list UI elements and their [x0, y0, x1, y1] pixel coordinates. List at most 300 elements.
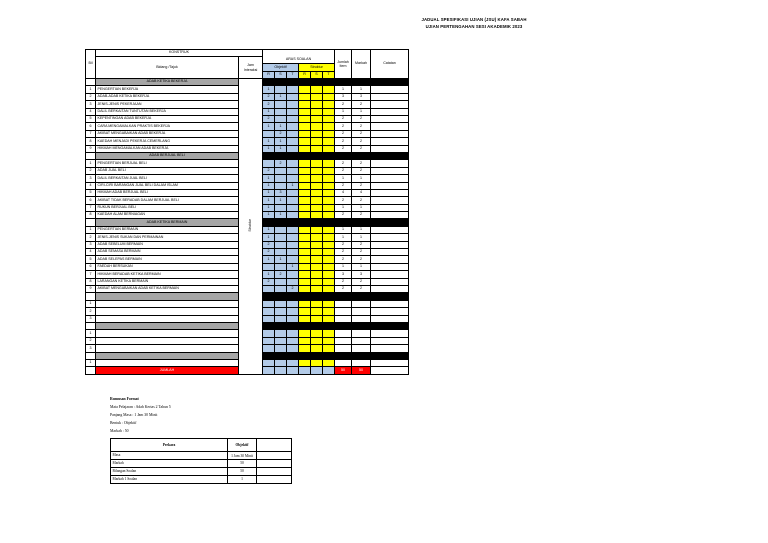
- objektif-s-cell: [275, 286, 287, 293]
- struktur-t-cell: [323, 197, 335, 204]
- row-catatan: [371, 175, 409, 182]
- section-band-cell: [311, 79, 323, 86]
- section-band-cell: [323, 219, 335, 226]
- objektif-header: Objektif: [263, 64, 299, 71]
- section-bil-cell: [86, 79, 96, 86]
- struktur-s-cell: [311, 197, 323, 204]
- struktur-s-cell: [311, 167, 323, 174]
- struktur-r-cell: [299, 315, 311, 322]
- objektif-s-cell: [275, 108, 287, 115]
- struktur-s-cell: [311, 241, 323, 248]
- section-band-cell: [263, 293, 275, 300]
- row-markah: 1: [352, 263, 371, 270]
- struktur-s-cell: [311, 330, 323, 337]
- section-band-cell: [311, 352, 323, 359]
- struktur-s-cell: [311, 182, 323, 189]
- struktur-s-cell: [311, 116, 323, 123]
- row-bil: 3: [86, 175, 96, 182]
- row-tajuk: AKIBAT TIDAK BERADAB DALAM BERJUAL BELI: [96, 197, 239, 204]
- struktur-t-cell: [323, 160, 335, 167]
- struktur-r-cell: [299, 263, 311, 270]
- struktur-r-cell: [299, 256, 311, 263]
- struktur-r-cell: [299, 278, 311, 285]
- row-tajuk: [96, 337, 239, 344]
- row-bil: 2: [86, 234, 96, 241]
- document-title: JADUAL SPESIFIKASI UJIAN (JSU) KAFA SABAH: [421, 17, 527, 22]
- row-markah: [352, 330, 371, 337]
- row-jumlah-item: 2: [335, 145, 352, 152]
- summary-value: 50: [228, 460, 257, 468]
- objektif-r-cell: 1: [263, 226, 275, 233]
- section-band-cell: [352, 79, 371, 86]
- section-band-cell: [263, 79, 275, 86]
- row-jumlah-item: [335, 345, 352, 352]
- row-jumlah-item: 2: [335, 286, 352, 293]
- struktur-t-cell: [323, 249, 335, 256]
- row-tajuk: [96, 315, 239, 322]
- row-markah: 2: [352, 197, 371, 204]
- struktur-t-cell: [323, 108, 335, 115]
- row-markah: 2: [352, 286, 371, 293]
- struktur-s-cell: [311, 226, 323, 233]
- objektif-t-cell: [287, 345, 299, 352]
- bil-header: Bil: [86, 50, 96, 79]
- objektif-s-cell: 1: [275, 256, 287, 263]
- objektif-t-cell: [287, 138, 299, 145]
- vertical-label: Struktur: [247, 218, 252, 232]
- section-band-cell: [263, 352, 275, 359]
- row-jumlah-item: 2: [335, 197, 352, 204]
- row-bil: 8: [86, 212, 96, 219]
- row-tajuk: HIKMAH ADAB BERJUAL BELI: [96, 189, 239, 196]
- summary-empty-cell: [257, 439, 292, 452]
- total-markah: 50: [352, 367, 371, 374]
- struktur-t-cell: [323, 204, 335, 211]
- row-bil: 8: [86, 138, 96, 145]
- row-catatan: [371, 167, 409, 174]
- catatan-header: Catatan: [371, 50, 409, 79]
- struktur-r-cell: [299, 160, 311, 167]
- row-markah: 2: [352, 123, 371, 130]
- row-jumlah-item: 1: [335, 263, 352, 270]
- struktur-t-cell: [323, 263, 335, 270]
- objektif-t-cell: [287, 315, 299, 322]
- objektif-r-cell: 2: [263, 93, 275, 100]
- objektif-s-cell: [275, 167, 287, 174]
- level-r-obj: R: [263, 71, 275, 78]
- struktur-r-cell: [299, 359, 311, 366]
- summary-objektif-header: Objektif: [228, 439, 257, 452]
- row-jumlah-item: 1: [335, 204, 352, 211]
- total-label: JUMLAH: [96, 367, 239, 374]
- section-band-cell: [311, 152, 323, 159]
- struktur-s-cell: [311, 263, 323, 270]
- level-s-obj: S: [275, 71, 287, 78]
- section-band-cell: [335, 293, 352, 300]
- section-band-cell: [371, 79, 409, 86]
- total-level-cell: [275, 367, 287, 374]
- row-jumlah-item: 1: [335, 86, 352, 93]
- section-band-cell: [311, 293, 323, 300]
- struktur-t-cell: [323, 116, 335, 123]
- objektif-r-cell: [263, 308, 275, 315]
- bidang-header: Bidang /Tajuk: [96, 57, 239, 79]
- row-tajuk: CIRI-CIRI BARANGAN JUAL BELI DALAM ISLAM: [96, 182, 239, 189]
- row-catatan: [371, 212, 409, 219]
- row-tajuk: LARANGAN KETIKA BERMAIN: [96, 278, 239, 285]
- struktur-t-cell: [323, 145, 335, 152]
- struktur-r-cell: [299, 145, 311, 152]
- struktur-t-cell: [323, 138, 335, 145]
- objektif-t-cell: [287, 226, 299, 233]
- objektif-t-cell: [287, 145, 299, 152]
- row-bil: 7: [86, 271, 96, 278]
- objektif-s-cell: [275, 226, 287, 233]
- objektif-s-cell: [275, 359, 287, 366]
- objektif-r-cell: [263, 160, 275, 167]
- row-jumlah-item: 2: [335, 130, 352, 137]
- section-band-cell: [371, 322, 409, 329]
- row-catatan: [371, 160, 409, 167]
- section-band-cell: [311, 219, 323, 226]
- row-catatan: [371, 182, 409, 189]
- objektif-t-cell: [287, 108, 299, 115]
- row-tajuk: KEPENTINGAN ADAB BEKERJA: [96, 116, 239, 123]
- row-markah: 1: [352, 175, 371, 182]
- objektif-t-cell: [287, 308, 299, 315]
- objektif-r-cell: 2: [263, 167, 275, 174]
- row-markah: 2: [352, 167, 371, 174]
- konstruk-header: KONSTRUK: [96, 50, 263, 57]
- objektif-s-cell: [275, 308, 287, 315]
- struktur-r-cell: [299, 167, 311, 174]
- objektif-s-cell: [275, 300, 287, 307]
- section-title: [96, 293, 239, 300]
- row-markah: 1: [352, 226, 371, 233]
- objektif-t-cell: [287, 160, 299, 167]
- struktur-s-cell: [311, 315, 323, 322]
- row-jumlah-item: 1: [335, 108, 352, 115]
- objektif-s-cell: [275, 315, 287, 322]
- row-jumlah-item: 2: [335, 278, 352, 285]
- struktur-s-cell: [311, 108, 323, 115]
- row-bil: 4: [86, 249, 96, 256]
- objektif-t-cell: 2: [287, 286, 299, 293]
- section-band-cell: [287, 79, 299, 86]
- row-jumlah-item: 4: [335, 189, 352, 196]
- struktur-t-cell: [323, 256, 335, 263]
- row-bil: 2: [86, 308, 96, 315]
- objektif-s-cell: [275, 234, 287, 241]
- summary-empty-cell: [257, 476, 292, 484]
- notes-line: Markah : 50: [110, 429, 129, 433]
- struktur-r-cell: [299, 300, 311, 307]
- struktur-t-cell: [323, 308, 335, 315]
- summary-table: [110, 438, 292, 484]
- row-catatan: [371, 226, 409, 233]
- row-jumlah-item: 3: [335, 93, 352, 100]
- struktur-r-cell: [299, 182, 311, 189]
- struktur-t-cell: [323, 167, 335, 174]
- objektif-r-cell: 1: [263, 175, 275, 182]
- section-band-cell: [275, 352, 287, 359]
- row-tajuk: DALIL BERKAITAN JUAL BELI: [96, 175, 239, 182]
- struktur-s-cell: [311, 175, 323, 182]
- row-bil: 1: [86, 86, 96, 93]
- struktur-r-cell: [299, 204, 311, 211]
- objektif-s-cell: [275, 249, 287, 256]
- row-catatan: [371, 263, 409, 270]
- objektif-s-cell: 2: [275, 130, 287, 137]
- row-jumlah-item: 3: [335, 271, 352, 278]
- section-band-cell: [335, 152, 352, 159]
- struktur-s-cell: [311, 86, 323, 93]
- struktur-r-cell: [299, 241, 311, 248]
- row-jumlah-item: [335, 359, 352, 366]
- row-catatan: [371, 234, 409, 241]
- row-bil: 5: [86, 116, 96, 123]
- struktur-r-cell: [299, 286, 311, 293]
- objektif-s-cell: 3: [275, 189, 287, 196]
- notes-line: Bentuk : Objektif: [110, 421, 137, 425]
- section-band-cell: [352, 352, 371, 359]
- row-jumlah-item: 2: [335, 167, 352, 174]
- row-jumlah-item: 2: [335, 101, 352, 108]
- section-band-cell: [275, 79, 287, 86]
- struktur-t-cell: [323, 175, 335, 182]
- objektif-r-cell: 2: [263, 116, 275, 123]
- objektif-r-cell: 1: [263, 256, 275, 263]
- row-jumlah-item: 2: [335, 138, 352, 145]
- row-catatan: [371, 101, 409, 108]
- section-band-cell: [299, 322, 311, 329]
- objektif-s-cell: [275, 241, 287, 248]
- objektif-s-cell: 1: [275, 212, 287, 219]
- struktur-s-cell: [311, 286, 323, 293]
- section-band-cell: [299, 219, 311, 226]
- objektif-t-cell: [287, 337, 299, 344]
- row-markah: 1: [352, 234, 371, 241]
- section-band-cell: [371, 352, 409, 359]
- objektif-r-cell: [263, 330, 275, 337]
- objektif-s-cell: 1: [275, 93, 287, 100]
- struktur-t-cell: [323, 359, 335, 366]
- objektif-r-cell: 2: [263, 241, 275, 248]
- struktur-r-cell: [299, 212, 311, 219]
- objektif-t-cell: [287, 234, 299, 241]
- summary-label: Masa: [111, 452, 228, 460]
- struktur-r-cell: [299, 308, 311, 315]
- objektif-t-cell: [287, 123, 299, 130]
- section-band-cell: [299, 152, 311, 159]
- section-bil-cell: [86, 152, 96, 159]
- row-catatan: [371, 337, 409, 344]
- row-markah: 2: [352, 116, 371, 123]
- row-catatan: [371, 123, 409, 130]
- objektif-r-cell: 2: [263, 249, 275, 256]
- struktur-s-cell: [311, 138, 323, 145]
- section-band-cell: [335, 79, 352, 86]
- struktur-s-cell: [311, 130, 323, 137]
- section-title: [96, 352, 239, 359]
- row-catatan: [371, 330, 409, 337]
- row-tajuk: AKIBAT MENGABAIKAN ADAB KETIKA BERMAIN: [96, 286, 239, 293]
- struktur-t-cell: [323, 278, 335, 285]
- struktur-t-cell: [323, 300, 335, 307]
- objektif-s-cell: [275, 345, 287, 352]
- objektif-t-cell: [287, 189, 299, 196]
- struktur-r-cell: [299, 330, 311, 337]
- row-jumlah-item: 1: [335, 175, 352, 182]
- row-bil: 9: [86, 145, 96, 152]
- row-jumlah-item: 2: [335, 160, 352, 167]
- row-jumlah-item: 2: [335, 249, 352, 256]
- row-markah: 2: [352, 278, 371, 285]
- section-band-cell: [275, 219, 287, 226]
- section-band-cell: [275, 293, 287, 300]
- objektif-r-cell: 1: [263, 189, 275, 196]
- jumlah-item-header: Jumlah Item: [335, 50, 352, 79]
- row-bil: 5: [86, 189, 96, 196]
- objektif-t-cell: [287, 130, 299, 137]
- struktur-r-cell: [299, 189, 311, 196]
- row-bil: 1: [86, 160, 96, 167]
- objektif-t-cell: [287, 271, 299, 278]
- row-jumlah-item: 2: [335, 182, 352, 189]
- section-header-row: [86, 79, 409, 86]
- struktur-s-cell: [311, 300, 323, 307]
- objektif-r-cell: [263, 286, 275, 293]
- aras-soalan-header: ARAS SOALAN: [263, 57, 335, 64]
- objektif-s-cell: [275, 116, 287, 123]
- summary-empty-cell: [257, 468, 292, 476]
- row-bil: 1: [86, 226, 96, 233]
- row-catatan: [371, 271, 409, 278]
- specification-table: [85, 49, 409, 375]
- notes-line: Mata Pelajaran : Adab Kertas 2 Tahun 5: [110, 405, 171, 409]
- struktur-t-cell: [323, 93, 335, 100]
- row-bil: 1: [86, 330, 96, 337]
- row-tajuk: KAEDAH MENJADI PEKERJA CEMERLANG: [96, 138, 239, 145]
- objektif-t-cell: [287, 241, 299, 248]
- row-bil: 6: [86, 123, 96, 130]
- objektif-s-cell: [275, 86, 287, 93]
- total-jumlah: 50: [335, 367, 352, 374]
- row-tajuk: ADAB SEMASA BERMAIN: [96, 249, 239, 256]
- row-markah: 4: [352, 189, 371, 196]
- objektif-t-cell: 1: [287, 182, 299, 189]
- section-bil-cell: [86, 293, 96, 300]
- summary-value: 1 Jam 30 Minit: [228, 452, 257, 460]
- row-catatan: [371, 93, 409, 100]
- row-catatan: [371, 241, 409, 248]
- struktur-s-cell: [311, 271, 323, 278]
- row-catatan: [371, 345, 409, 352]
- row-tajuk: [96, 345, 239, 352]
- section-band-cell: [275, 152, 287, 159]
- row-markah: [352, 300, 371, 307]
- total-level-cell: [323, 367, 335, 374]
- row-tajuk: PENGERTIAN BEKERJA: [96, 86, 239, 93]
- struktur-t-cell: [323, 345, 335, 352]
- section-band-cell: [311, 322, 323, 329]
- row-jumlah-item: 2: [335, 241, 352, 248]
- row-markah: 1: [352, 86, 371, 93]
- section-band-cell: [287, 152, 299, 159]
- row-tajuk: CARA MENGAMALKAN PRAKTIS BEKERJA: [96, 123, 239, 130]
- row-tajuk: [96, 300, 239, 307]
- section-band-cell: [263, 219, 275, 226]
- section-band-cell: [352, 219, 371, 226]
- row-tajuk: ADAB SELEPAS BERMAIN: [96, 256, 239, 263]
- row-jumlah-item: [335, 308, 352, 315]
- row-markah: 2: [352, 241, 371, 248]
- summary-label: Markah 1 Soalan: [111, 476, 228, 484]
- struktur-s-cell: [311, 308, 323, 315]
- summary-empty-cell: [257, 460, 292, 468]
- row-bil: 2: [86, 93, 96, 100]
- objektif-s-cell: [275, 330, 287, 337]
- row-catatan: [371, 286, 409, 293]
- objektif-s-cell: 1: [275, 197, 287, 204]
- summary-label: Markah: [111, 460, 228, 468]
- objektif-t-cell: [287, 256, 299, 263]
- row-markah: [352, 337, 371, 344]
- row-markah: 2: [352, 256, 371, 263]
- row-catatan: [371, 315, 409, 322]
- row-tajuk: [96, 359, 239, 366]
- row-bil: 4: [86, 182, 96, 189]
- objektif-s-cell: 1: [275, 123, 287, 130]
- row-jumlah-item: [335, 330, 352, 337]
- row-bil: 9: [86, 286, 96, 293]
- struktur-r-cell: [299, 86, 311, 93]
- row-markah: 2: [352, 212, 371, 219]
- row-tajuk: ADAB SEBELUM BERMAIN: [96, 241, 239, 248]
- row-bil: 5: [86, 256, 96, 263]
- objektif-r-cell: 1: [263, 86, 275, 93]
- struktur-s-cell: [311, 212, 323, 219]
- objektif-r-cell: 1: [263, 204, 275, 211]
- section-title: ADAB KETIKA BEKERJA: [96, 79, 239, 86]
- objektif-r-cell: [263, 263, 275, 270]
- total-level-cell: [263, 367, 275, 374]
- objektif-t-cell: [287, 330, 299, 337]
- struktur-s-cell: [311, 123, 323, 130]
- section-band-cell: [371, 152, 409, 159]
- row-tajuk: PENGERTIAN BERMAIN: [96, 226, 239, 233]
- objektif-s-cell: 2: [275, 160, 287, 167]
- row-tajuk: FAEDAH BERSUKAN: [96, 263, 239, 270]
- section-band-cell: [352, 322, 371, 329]
- row-catatan: [371, 249, 409, 256]
- row-catatan: [371, 359, 409, 366]
- struktur-r-cell: [299, 234, 311, 241]
- objektif-r-cell: 1: [263, 271, 275, 278]
- struktur-r-cell: [299, 271, 311, 278]
- section-band-cell: [323, 79, 335, 86]
- document-subtitle: UJIAN PERTENGAHAN SESI AKADEMIK 2023: [425, 24, 523, 29]
- struktur-s-cell: [311, 256, 323, 263]
- summary-value: 1: [228, 476, 257, 484]
- row-catatan: [371, 197, 409, 204]
- row-bil: 3: [86, 241, 96, 248]
- row-bil: 8: [86, 278, 96, 285]
- struktur-s-cell: [311, 93, 323, 100]
- objektif-s-cell: [275, 337, 287, 344]
- section-band-cell: [299, 79, 311, 86]
- row-bil: 4: [86, 108, 96, 115]
